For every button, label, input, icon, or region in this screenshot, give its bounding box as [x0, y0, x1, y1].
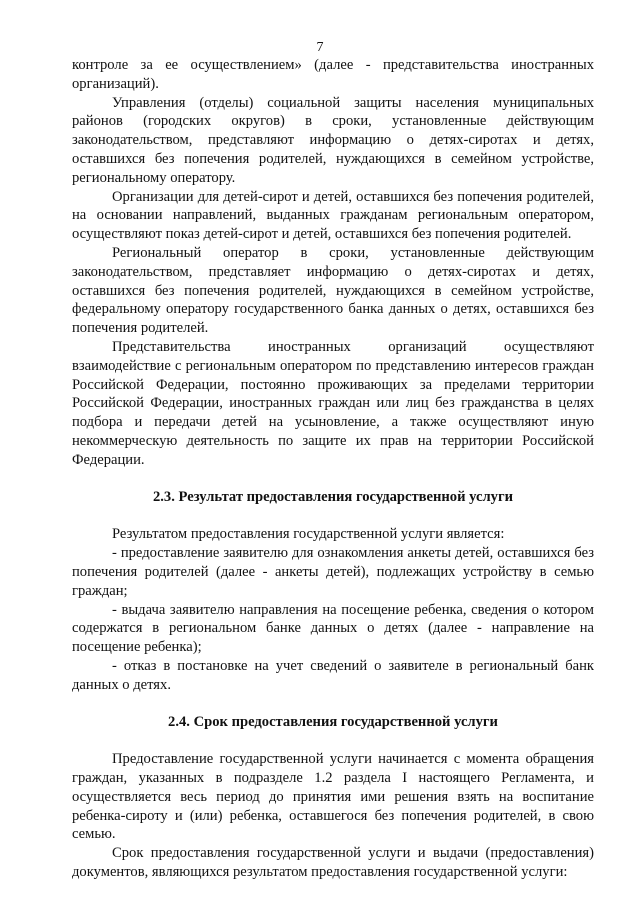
list-item: - выдача заявителю направления на посещение ребенка, сведения о котором содержатся в региональном банке данных о детях (далее - направление на посещение ребенка); — [72, 601, 594, 656]
paragraph: Предоставление государственной услуги начинается с момента обращения граждан, указанных в подразделе 1.2 раздела I настоящего Регламента, и осуществляется весь период до принятия ими решения взять на воспитание ребенка-сироту и (или) ребенка, оставшегося без попечения родителей, в свою семью. — [72, 751, 594, 843]
list-item: - отказ в постановке на учет сведений о заявителе в региональный банк данных о детях. — [72, 657, 594, 693]
paragraph: Срок предоставления государственной услуги и выдачи (предоставления) документов, являющихся результатом предоставления государственной услуги: — [72, 845, 594, 881]
list-item: - предоставление заявителю для ознакомления анкеты детей, оставшихся без попечения родителей (далее - анкеты детей), подлежащих устройству в семью граждан; — [72, 545, 594, 599]
section-heading: 2.4. Срок предоставления государственной услуги — [168, 713, 498, 730]
document-body — [72, 56, 594, 882]
paragraph: Организации для детей-сирот и детей, оставшихся без попечения родителей, на основании направлений, выданных гражданам региональным оператором, осуществляют показ детей-сирот и детей, оставшихся без попечения родителей. — [72, 188, 594, 243]
section-heading: 2.3. Результат предоставления государственной услуги — [152, 488, 514, 505]
paragraph: Результатом предоставления государственной услуги является: — [112, 526, 505, 543]
paragraph: Управления (отделы) социальной защиты населения муниципальных районов (городских округов) в сроки, установленные действующим законодательством, представляют информацию о детях-сиротах и детях, оставшихся без попечения родителей, нуждающихся в семейном устройстве, региональному оператору. — [72, 94, 594, 186]
paragraph: Представительства иностранных организаций осуществляют взаимодействие с региональным оператором по представлению интересов граждан Российской Федерации, постоянно проживающих за пределами территории Российской Федерации, иностранных граждан или лиц без гражданства в целях подбора и передачи детей на усыновление, а также осуществляют иную некоммерческую деятельность по защите их прав на территории Российской Федерации. — [72, 338, 594, 468]
paragraph: контроле за ее осуществлением» (далее - представительства иностранных организаций). — [72, 57, 594, 92]
page-number: 7 — [316, 40, 324, 55]
paragraph: Региональный оператор в сроки, установленные действующим законодательством, представляет информацию о детях-сиротах и детях, оставшихся без попечения родителей, нуждающихся в семейном устройстве, федеральному оператору государственного банка данных о детях, оставшихся без попечения родителей. — [72, 244, 594, 337]
